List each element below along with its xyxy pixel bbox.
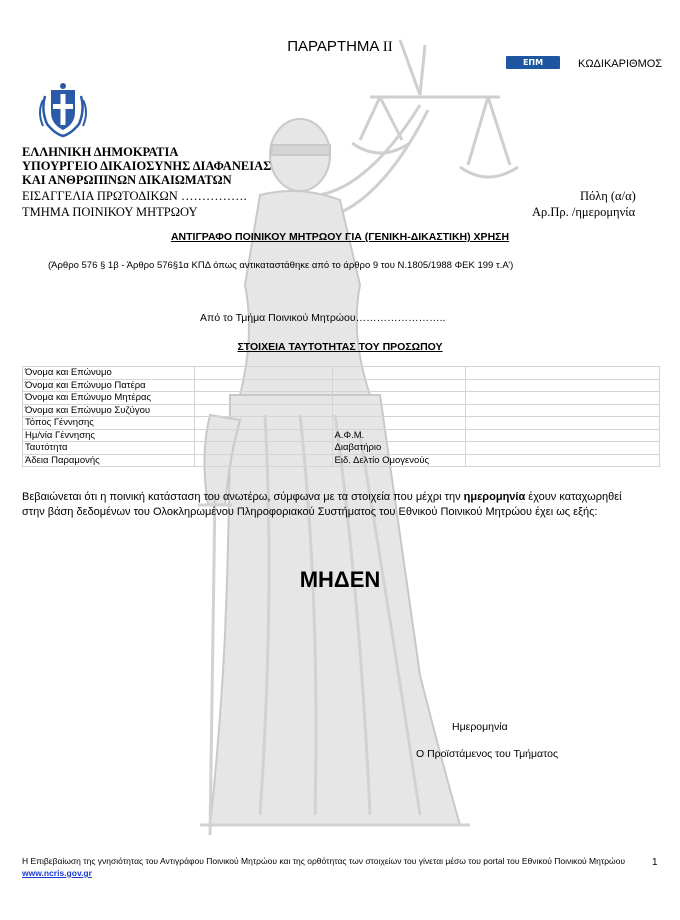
identity-field-label-2: Ειδ. Δελτίο Ομογενούς — [332, 454, 466, 467]
identity-field-label: Ταυτότητα — [23, 442, 195, 455]
identity-field-value-2 — [466, 367, 660, 380]
identity-row — [23, 442, 660, 455]
identity-field-value — [194, 379, 332, 392]
protocol-date-field: Αρ.Πρ. /ημερομηνία — [532, 205, 636, 219]
identity-field-label: Όνομα και Επώνυμο Συζύγου — [23, 404, 195, 417]
verification-footer: Η Επιβεβαίωση της γνησιότητας του Αντιγράφου Ποινικού Μητρώου και της ορθότητας των στοιχείων του γίνεται μέσω του portal του Εθνικού Ποινικού Μητρώου www.ncris.gov.gr — [22, 856, 626, 878]
annex-title: ΠΑΡΑΡΤΗΜΑ II — [287, 38, 393, 55]
authority-line-3: ΚΑΙ ΑΝΘΡΩΠΙΝΩΝ ΔΙΚΑΙΩΜΑΤΩΝ — [22, 173, 232, 187]
identity-field-label-2 — [332, 404, 466, 417]
identity-heading: ΣΤΟΙΧΕΙΑ ΤΑΥΤΟΤΗΤΑΣ ΤΟΥ ΠΡΟΣΩΠΟΥ — [237, 341, 443, 353]
identity-field-label: Όνομα και Επώνυμο Πατέρα — [23, 379, 195, 392]
identity-field-label: Τόπος Γέννησης — [23, 417, 195, 430]
department-head-label: Ο Προϊστάμενος του Τμήματος — [416, 748, 559, 760]
greek-coat-of-arms-icon — [33, 80, 93, 140]
identity-field-value — [194, 367, 332, 380]
identity-field-label: Όνομα και Επώνυμο Μητέρας — [23, 392, 195, 405]
date-placeholder: ημερομηνία — [463, 491, 526, 503]
identity-field-value — [194, 392, 332, 405]
document-title: ΑΝΤΙΓΡΑΦΟ ΠΟΙΝΙΚΟΥ ΜΗΤΡΩΟΥ ΓΙΑ (ΓΕΝΙΚΗ-ΔΙΚΑΣΤΙΚΗ) ΧΡΗΣΗ — [170, 231, 510, 243]
identity-field-value — [194, 454, 332, 467]
identity-field-value-2 — [466, 404, 660, 417]
legal-article-reference: (Άρθρο 576 § 1β - Άρθρο 576§1α ΚΠΔ όπως αντικαταστάθηκε από το άρθρο 9 του Ν.1805/1988 ΦΕΚ 199 τ.Α’) — [48, 260, 514, 271]
identity-field-value — [194, 417, 332, 430]
certification-paragraph: Βεβαιώνεται ότι η ποινική κατάσταση του ανωτέρω, σύμφωνα με τα στοιχεία που μέχρι την ημερομηνία έχουν καταχωρηθεί στην βάση δεδομένων του Ολοκληρωμένου Πληροφοριακού Συστήματος του Εθνικού Ποινικού Μητρώου έχει ως εξής: — [22, 491, 622, 518]
city-field: Πόλη (α/α) — [580, 189, 636, 203]
date-label: Ημερομηνία — [452, 721, 508, 733]
epm-logo: ΕΠΜ — [506, 56, 560, 69]
code-label: ΚΩΔΙΚΑΡΙΘΜΟΣ — [578, 58, 663, 70]
identity-field-value-2 — [466, 429, 660, 442]
identity-field-value-2 — [466, 392, 660, 405]
authority-line-1: ΕΛΛΗΝΙΚΗ ΔΗΜΟΚΡΑΤΙΑ — [22, 145, 179, 159]
identity-field-value-2 — [466, 417, 660, 430]
identity-field-value — [194, 404, 332, 417]
identity-field-label-2: Α.Φ.Μ. — [332, 429, 466, 442]
identity-row — [23, 404, 660, 417]
page-number: 1 — [652, 857, 658, 868]
identity-row — [23, 429, 660, 442]
criminal-record-result: ΜΗΔΕΝ — [299, 567, 381, 592]
identity-field-label-2 — [332, 367, 466, 380]
identity-row — [23, 392, 660, 405]
identity-field-value-2 — [466, 454, 660, 467]
identity-row — [23, 379, 660, 392]
prosecution-office: ΕΙΣΑΓΓΕΛΙΑ ΠΡΩΤΟΔΙΚΩΝ ……………. — [22, 189, 247, 203]
from-department-line: Από το Τμήμα Ποινικού Μητρώου…………………….. — [200, 312, 446, 324]
identity-field-label-2 — [332, 392, 466, 405]
identity-field-value — [194, 442, 332, 455]
identity-field-label: Άδεια Παραμονής — [23, 454, 195, 467]
department-name: ΤΜΗΜΑ ΠΟΙΝΙΚΟΥ ΜΗΤΡΩΟΥ — [22, 205, 198, 219]
identity-row — [23, 367, 660, 380]
identity-field-label: Όνομα και Επώνυμο — [23, 367, 195, 380]
identity-field-value-2 — [466, 442, 660, 455]
ncris-link[interactable]: www.ncris.gov.gr — [22, 868, 92, 878]
identity-field-value-2 — [466, 379, 660, 392]
identity-field-label-2 — [332, 417, 466, 430]
identity-field-label: Ημ/νία Γέννησης — [23, 429, 195, 442]
identity-row — [23, 417, 660, 430]
identity-table — [22, 366, 660, 467]
authority-line-2: ΥΠΟΥΡΓΕΙΟ ΔΙΚΑΙΟΣΥΝΗΣ ΔΙΑΦΑΝΕΙΑΣ — [22, 159, 272, 173]
identity-field-label-2: Διαβατήριο — [332, 442, 466, 455]
identity-row — [23, 454, 660, 467]
identity-field-label-2 — [332, 379, 466, 392]
identity-field-value — [194, 429, 332, 442]
